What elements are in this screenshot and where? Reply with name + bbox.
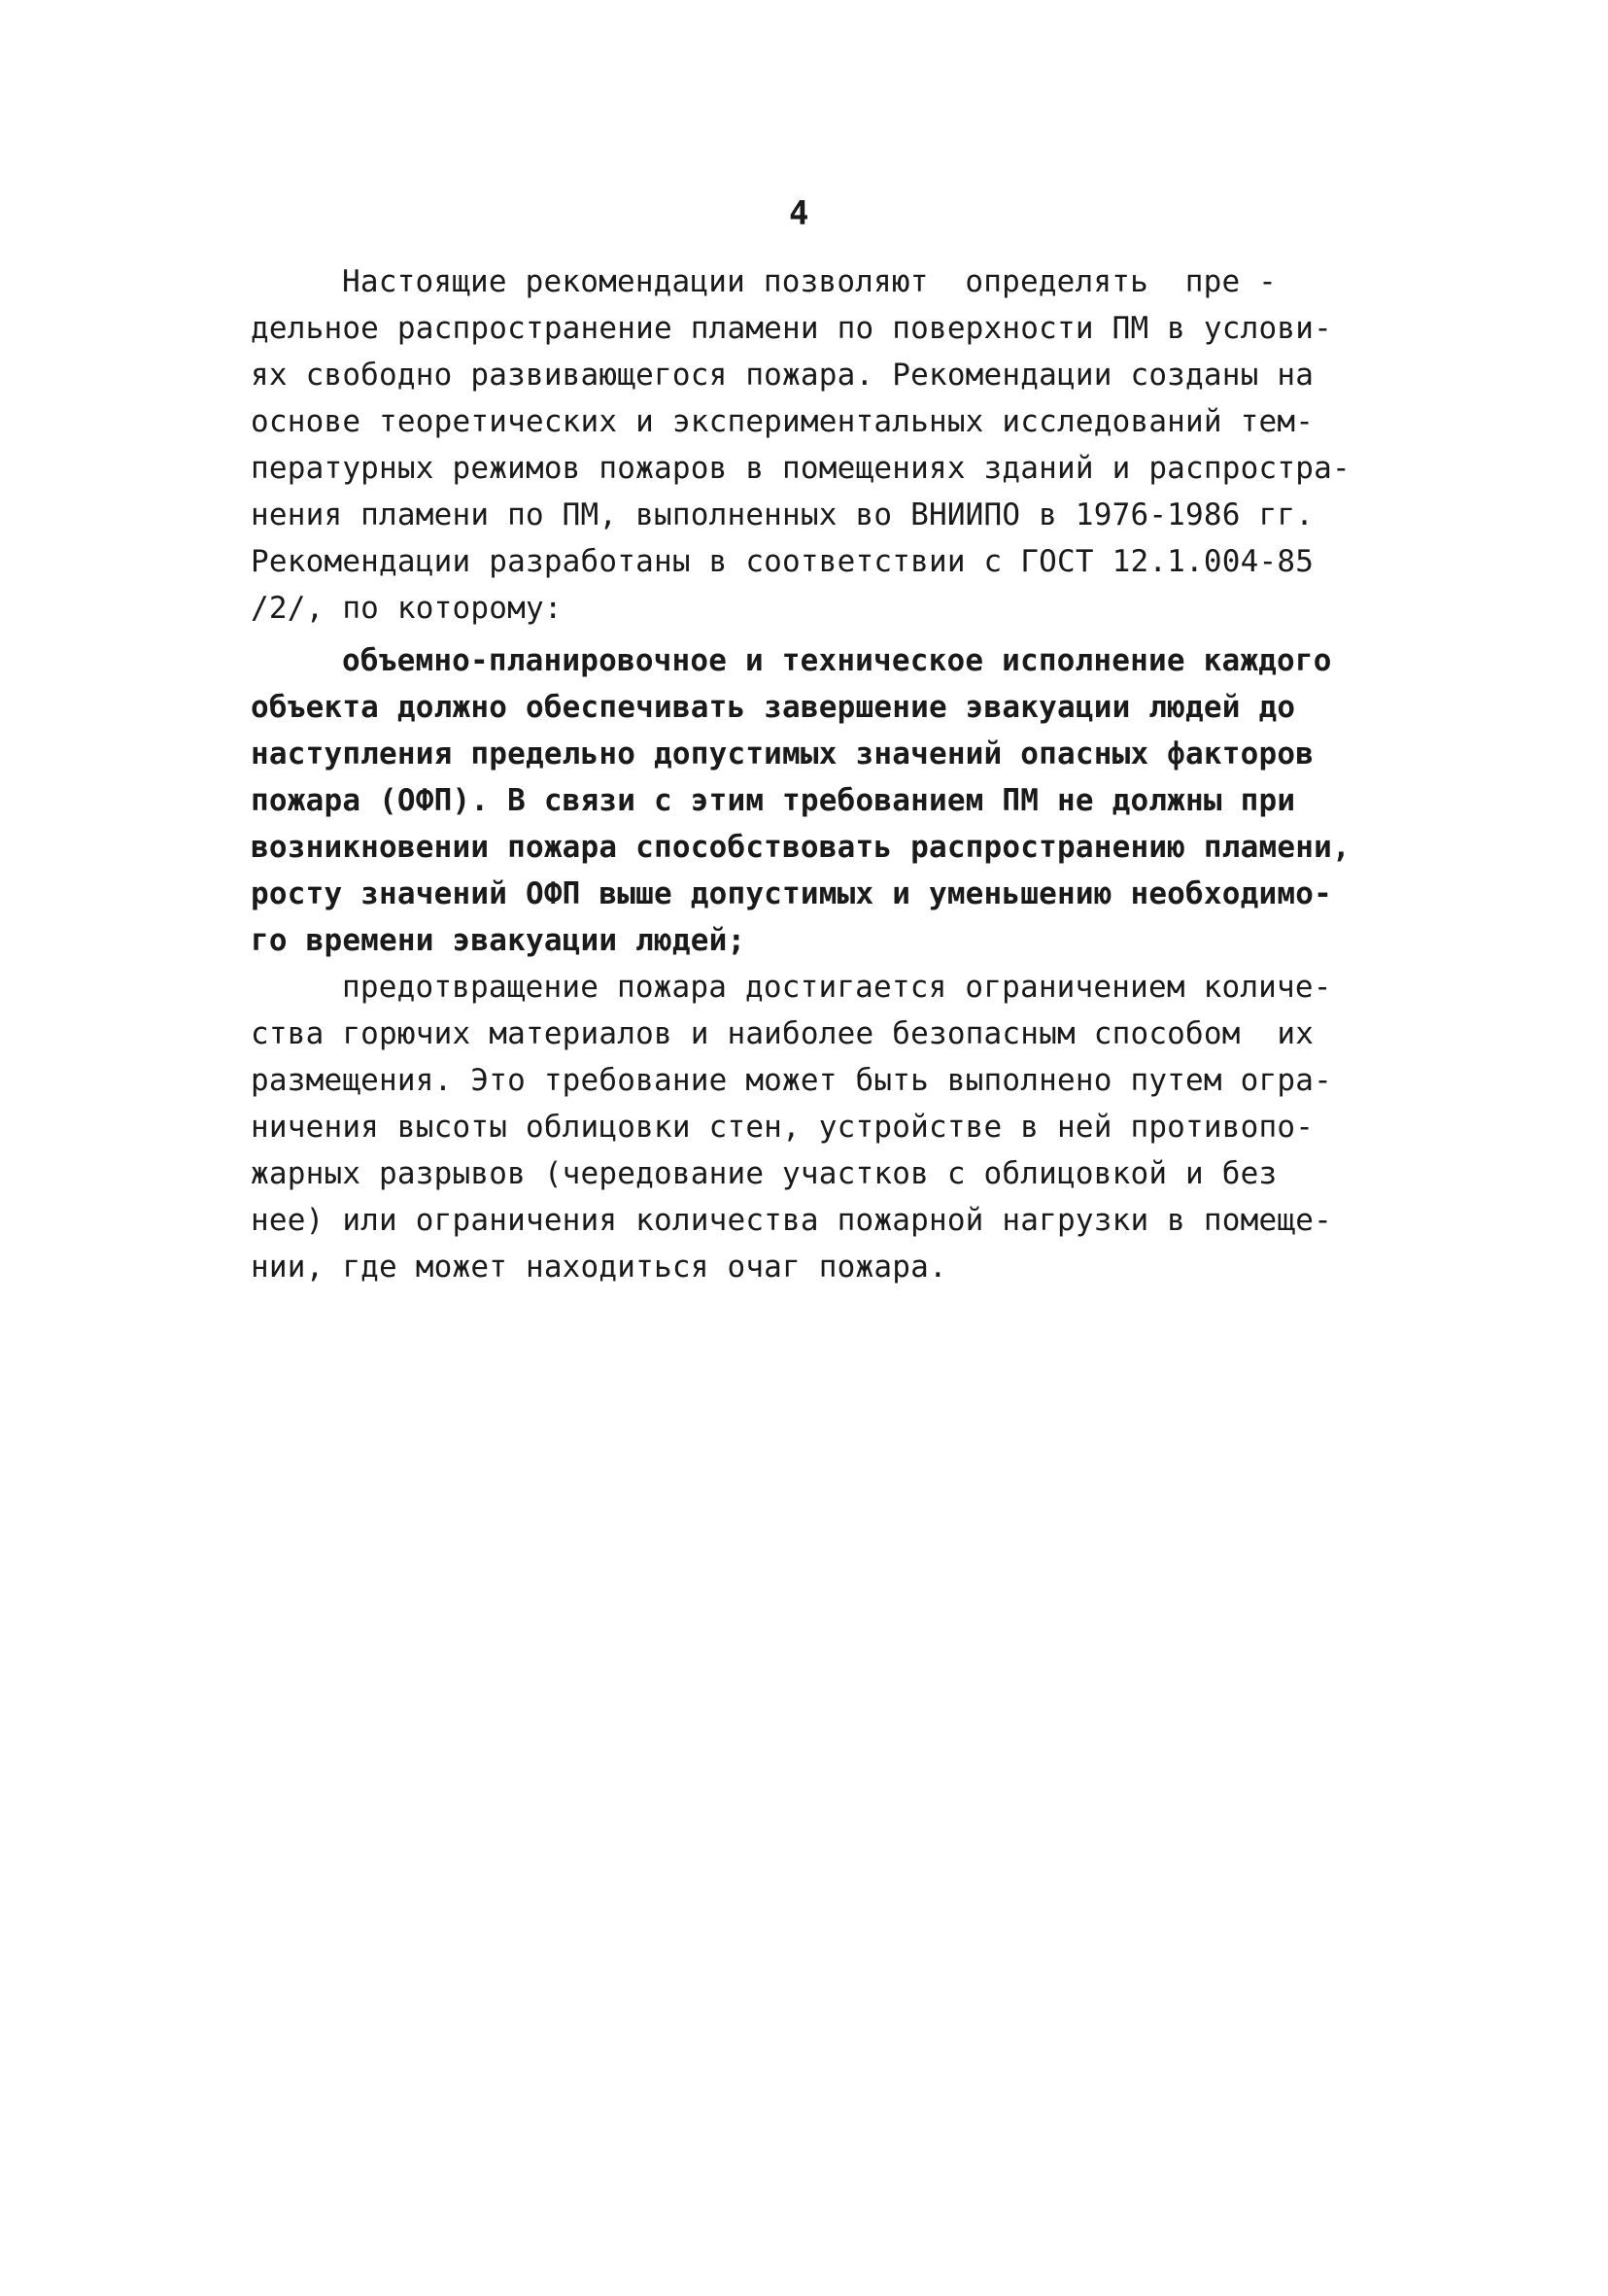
text-line: жарных разрывов (чередование участков с облицовкой и без xyxy=(251,1156,1278,1191)
text-line: нения пламени по ПМ, выполненных во ВНИИПО в 1976-1986 гг. xyxy=(251,497,1315,532)
text-line: размещения. Это требование может быть выполнено путем огра- xyxy=(251,1063,1332,1098)
text-line: пературных режимов пожаров в помещениях зданий и распростра- xyxy=(251,451,1351,486)
text-line: /2/, по которому: xyxy=(251,591,563,626)
text-line: объемно-планировочное и техническое исполнение каждого xyxy=(342,643,1332,678)
text-line: нее) или ограничения количества пожарной нагрузки в помеще- xyxy=(251,1203,1332,1238)
text-line: основе теоретических и экспериментальных исследований тем- xyxy=(251,404,1315,439)
text-line: росту значений ОФП выше допустимых и уменьшению необходимо- xyxy=(251,876,1332,911)
text-line: ничения высоты облицовки стен, устройстве в ней противопо- xyxy=(251,1110,1315,1145)
text-line: дельное распространение пламени по поверхности ПМ в услови- xyxy=(251,311,1332,346)
text-line: предотвращение пожара достигается ограничением количе- xyxy=(342,970,1332,1005)
text-line: объекта должно обеспечивать завершение эвакуации людей до xyxy=(251,690,1296,725)
text-line: го времени эвакуации людей; xyxy=(251,923,746,958)
text-line: Рекомендации разработаны в соответствии с ГОСТ 12.1.004-85 xyxy=(251,544,1315,579)
text-line: нии, где может находиться очаг пожара. xyxy=(251,1250,947,1285)
text-line: ях свободно развивающегося пожара. Рекомендации созданы на xyxy=(251,358,1315,393)
text-line: ства горючих материалов и наиболее безопасным способом их xyxy=(251,1016,1315,1051)
text-line: Настоящие рекомендации позволяют определять пре - xyxy=(342,264,1278,299)
text-line: пожара (ОФП). В связи с этим требованием ПМ не должны при xyxy=(251,783,1296,818)
text-line: возникновении пожара способствовать распространению пламени, xyxy=(251,830,1351,865)
page-number: 4 xyxy=(789,194,809,233)
text-line: наступления предельно допустимых значений опасных факторов xyxy=(251,737,1315,771)
